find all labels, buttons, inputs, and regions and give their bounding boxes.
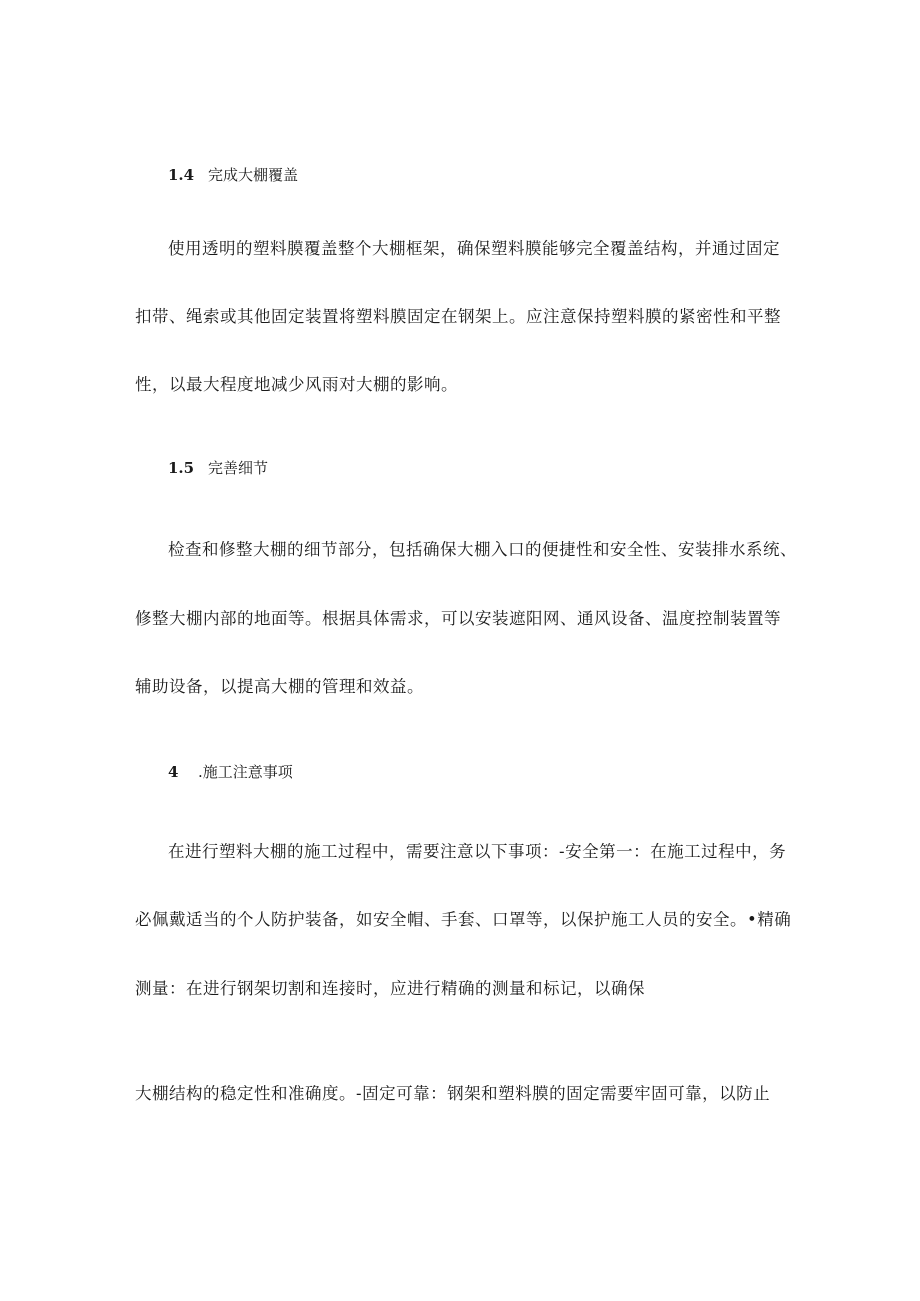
section-title: 完成大棚覆盖 bbox=[208, 166, 299, 184]
paragraph-line: 使用透明的塑料膜覆盖整个大棚框架，确保塑料膜能够完全覆盖结构，并通过固定 bbox=[168, 239, 780, 258]
section-title: 完善细节 bbox=[208, 459, 269, 477]
paragraph-line: 修整大棚内部的地面等。根据具体需求，可以安装遮阳网、通风设备、温度控制装置等 bbox=[135, 609, 781, 628]
paragraph-line: 性，以最大程度地减少风雨对大棚的影响。 bbox=[135, 375, 458, 394]
paragraph-line: 扣带、绳索或其他固定装置将塑料膜固定在钢架上。应注意保持塑料膜的紧密性和平整 bbox=[135, 307, 781, 326]
section-number: 1.4 bbox=[168, 166, 195, 184]
section-heading-1-5 bbox=[168, 458, 268, 478]
section-heading-1-4 bbox=[168, 165, 298, 185]
paragraph-line: 检查和修整大棚的细节部分，包括确保大棚入口的便捷性和安全性、安装排水系统、 bbox=[168, 540, 797, 559]
paragraph-line: 必佩戴适当的个人防护装备，如安全帽、手套、口罩等，以保护施工人员的安全。•精确 bbox=[135, 910, 792, 929]
paragraph-line: 大棚结构的稳定性和准确度。-固定可靠：钢架和塑料膜的固定需要牢固可靠，以防止 bbox=[135, 1084, 771, 1103]
paragraph-line: 在进行塑料大棚的施工过程中，需要注意以下事项：-安全第一：在施工过程中，务 bbox=[168, 842, 787, 861]
section-number: 4 bbox=[168, 763, 179, 781]
section-heading-4 bbox=[168, 762, 293, 782]
section-title: .施工注意事项 bbox=[198, 763, 293, 781]
paragraph-line: 辅助设备，以提高大棚的管理和效益。 bbox=[135, 677, 424, 696]
section-number: 1.5 bbox=[168, 459, 195, 477]
paragraph-line: 测量：在进行钢架切割和连接时，应进行精确的测量和标记，以确保 bbox=[135, 979, 645, 998]
